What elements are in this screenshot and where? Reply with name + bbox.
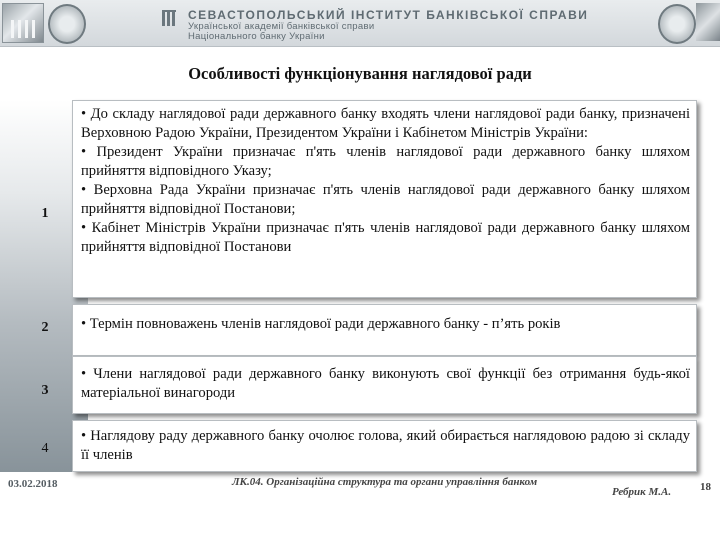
footer-author: Ребрик М.А. — [612, 486, 672, 498]
section-1-bullet-2: • Президент України призначає п'ять членів наглядової ради державного банку шляхом прийняття відповідного Указу; — [81, 144, 690, 179]
page-title: Особливості функціонування наглядової ради — [188, 64, 532, 83]
section-number-1: 1 — [41, 206, 49, 221]
emblem-icon-left — [48, 4, 86, 44]
institute-subtitle-2: Національного банку України — [188, 31, 325, 42]
building-image-right — [696, 3, 720, 41]
header-banner — [0, 0, 720, 47]
section-box-4 — [72, 420, 697, 472]
institute-logo-icon — [162, 10, 178, 28]
section-box-3 — [72, 356, 697, 414]
emblem-icon-right — [658, 4, 696, 44]
section-2-bullet: • Термін повноважень членів наглядової ради державного банку - п’ять років — [81, 316, 561, 332]
institute-subtitle-1: Української академії банківської справи — [188, 21, 375, 32]
section-1-bullet-1: • До складу наглядової ради державного банку входять члени наглядової ради банку, призначені Верховною Радою України, Президентом України і Кабінетом Міністрів України: — [81, 106, 690, 141]
building-image-left — [2, 3, 44, 43]
page-number: 18 — [700, 481, 711, 493]
section-4-bullet: • Наглядову раду державного банку очолює голова, який обирається наглядовою радою зі складу її членів — [81, 428, 690, 463]
footer-date: 03.02.2018 — [8, 478, 58, 490]
section-box-2 — [72, 304, 697, 356]
section-box-1 — [72, 100, 697, 298]
section-number-4: 4 — [41, 441, 49, 456]
section-1-bullet-4: • Кабінет Міністрів України призначає п'ять членів наглядової ради державного банку шляхом прийняття відповідної Постанови — [81, 220, 690, 255]
section-number-3: 3 — [41, 383, 49, 398]
header-text-block — [188, 9, 588, 42]
section-3-bullet: • Члени наглядової ради державного банку виконують свої функції без отримання будь-якої матеріальної винагороди — [81, 366, 690, 401]
section-1-bullet-3: • Верховна Рада України призначає п'ять членів наглядової ради державного банку шляхом прийняття відповідної Постанови; — [81, 182, 690, 217]
institute-name: СЕВАСТОПОЛЬСЬКИЙ ІНСТИТУТ БАНКІВСЬКОЇ СПРАВИ — [188, 8, 589, 22]
section-number-2: 2 — [41, 320, 49, 335]
footer-lecture-title: ЛК.04. Організаційна структура та органи управління банком — [232, 476, 538, 488]
